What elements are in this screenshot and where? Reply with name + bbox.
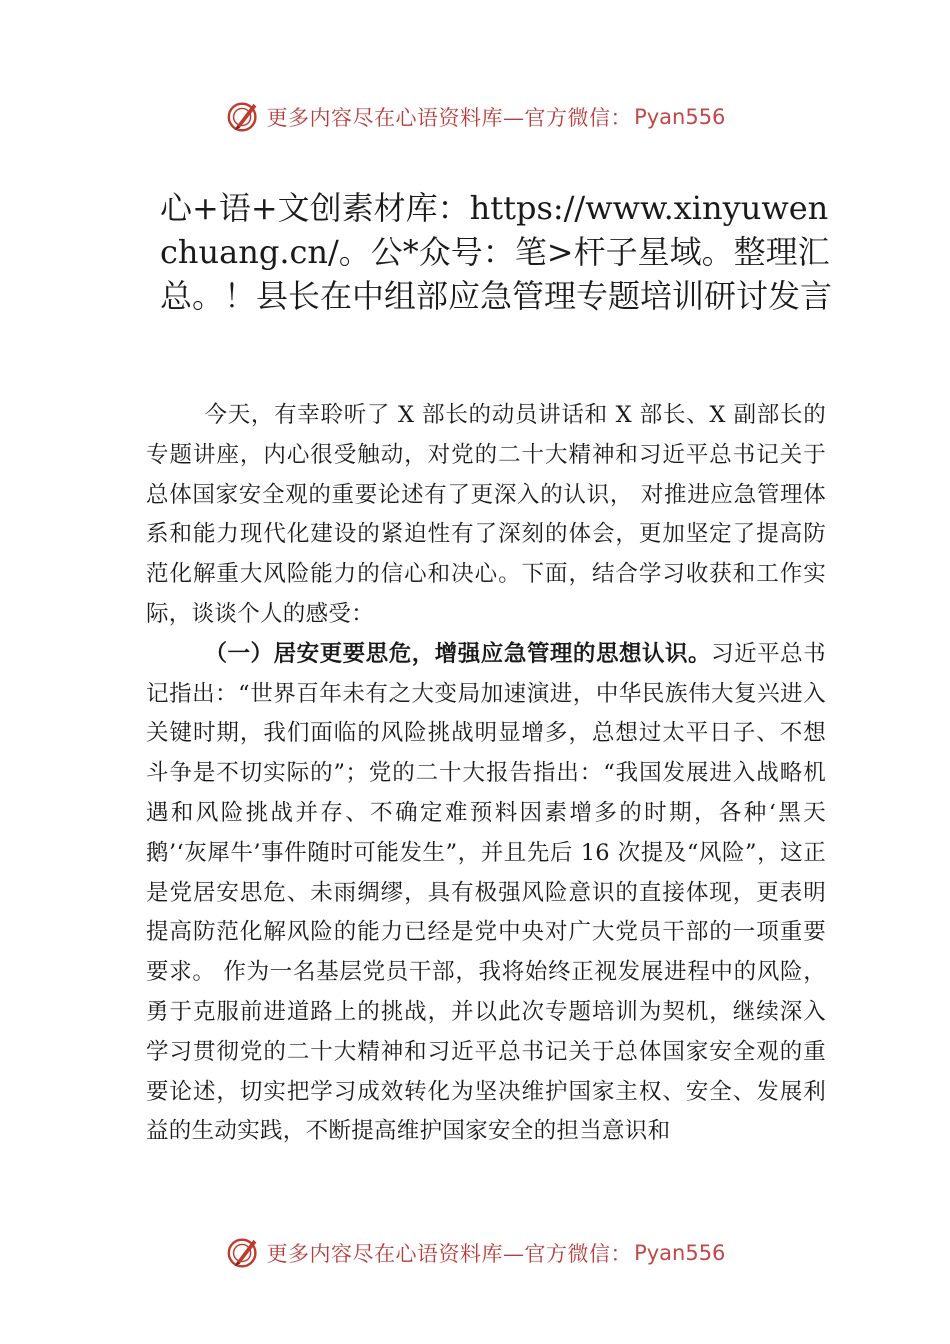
section-1-heading: （一）居安更要思危，增强应急管理的思想认识。 <box>204 640 712 667</box>
document-body <box>146 396 826 1152</box>
footer-banner <box>0 1228 950 1278</box>
paragraph-intro <box>146 396 826 635</box>
header-banner-handle: Pyan556 <box>634 105 726 129</box>
paragraph-intro-text: 今天，有幸聆听了 X 部长的动员讲话和 X 部长、X 副部长的专题讲座，内心很受触动，对党的二十大精神和习近平总书记关于总体国家安全观的重要论述有了更深入的认识， 对推进应急管理体系和能力现代化建设的紧迫性有了深刻的体会，更加坚定了提高防范化解重大风险能力的信心和决心。下面，结合学习收获和工作实际，谈谈个人的感受： <box>146 402 826 627</box>
section-1-text: 习近平总书记指出：“世界百年未有之大变局加速演进，中华民族伟大复兴进入关键时期，我们面临的风险挑战明显增多，总想过太平日子、不想斗争是不切实际的”；党的二十大报告指出：“我国发展进入战略机遇和风险挑战并存、不确定难预料因素增多的时期，各种‘黑天鹅’‘灰犀牛’事件随时可能发生”，并且先后 16 次提及“风险”，这正是党居安思危、未雨绸缪，具有极强风险意识的直接体现，更表明提高防范化解风险的能力已经是党中央对广大党员干部的一项重要要求。 作为一名基层党员干部，我将始终正视发展进程中的风险， 勇于克服前进道路上的挑战，并以此次专题培训为契机，继续深入学习贯彻党的二十大精神和习近平总书记关于总体国家安全观的重要论述，切实把学习成效转化为坚决维护国家主权、安全、发展利益的生动实践，不断提高维护国家安全的担当意识和 <box>146 640 826 1145</box>
quill-logo-icon <box>225 98 263 136</box>
quill-logo-icon <box>225 1234 263 1272</box>
header-banner <box>0 92 950 142</box>
document-title: 心+语+文创素材库：https://www.xinyuwenchuang.cn/。公*众号：笔>杆子星域。整理汇总。！县长在中组部应急管理专题培训研讨发言 <box>160 189 833 315</box>
footer-banner-handle: Pyan556 <box>634 1241 726 1265</box>
header-banner-text: 更多内容尽在心语资料库—官方微信： <box>266 106 633 130</box>
footer-banner-text: 更多内容尽在心语资料库—官方微信： <box>266 1242 633 1266</box>
paragraph-section-1 <box>146 635 826 1152</box>
